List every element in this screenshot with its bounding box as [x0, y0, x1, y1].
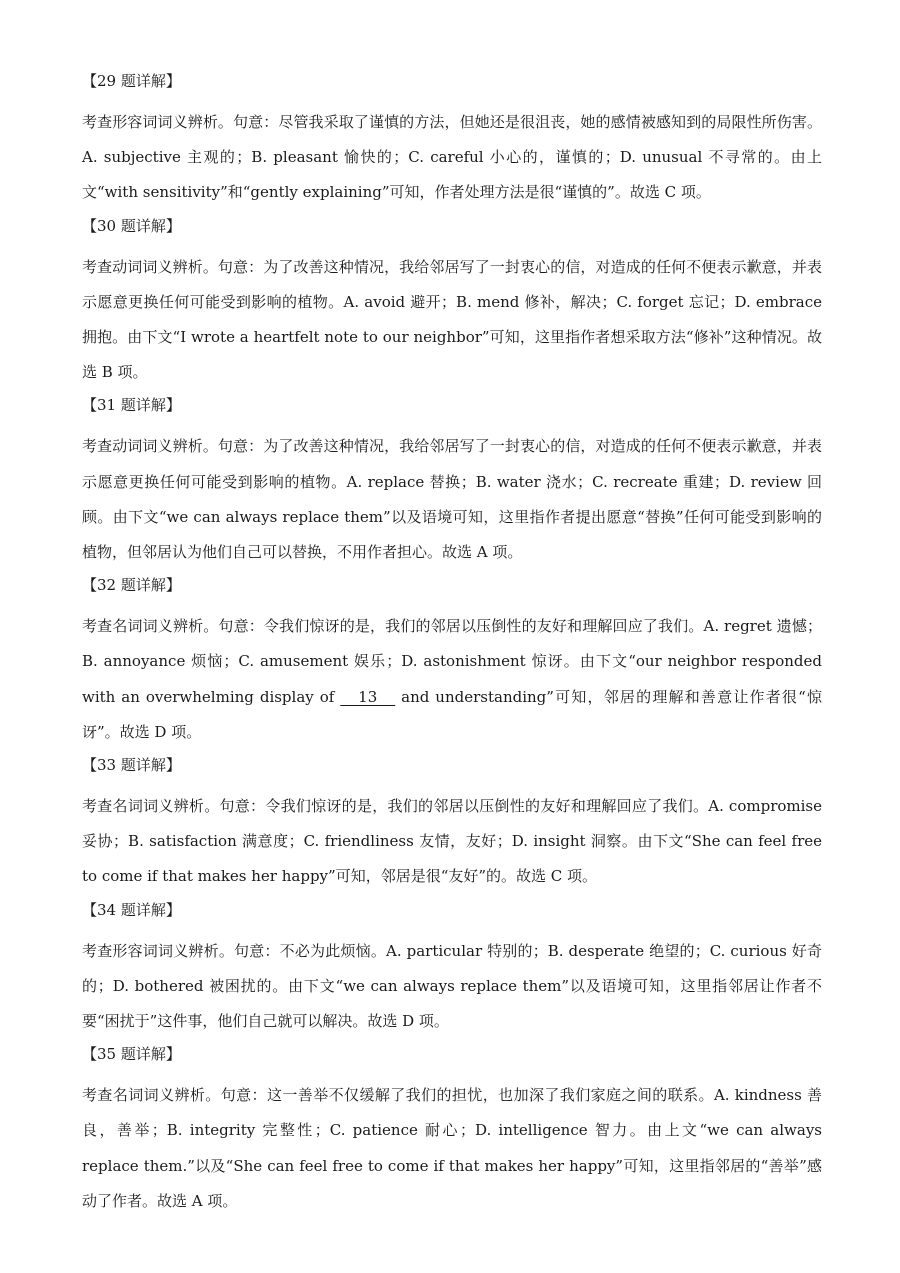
explanation-33	[82, 754, 822, 895]
section-body: 考查动词词义辨析。句意：为了改善这种情况，我给邻居写了一封衷心的信，对造成的任何不便表示歉意，并表示愿意更换任何可能受到影响的植物。A. replace 替换；B. water 浇水；C. recreate 重建；D. review 回顾。由下文“we can always replace them”以及语境可知，这里指作者提出愿意“替换”任何可能受到影响的植物，但邻居认为他们自己可以替换，不用作者担心。故选 A 项。	[82, 437, 822, 562]
section-body: 考查动词词义辨析。句意：为了改善这种情况，我给邻居写了一封衷心的信，对造成的任何不便表示歉意，并表示愿意更换任何可能受到影响的植物。A. avoid 避开；B. mend 修补，解决；C. forget 忘记；D. embrace 拥抱。由下文“I wrote a heartfelt note to our neighbor”可知，这里指作者想采取方法“修补”这种情况。故选 B 项。	[82, 257, 822, 382]
section-body: 考查名词词义辨析。句意：令我们惊讶的是，我们的邻居以压倒性的友好和理解回应了我们。A. compromise 妥协；B. satisfaction 满意度；C. friendliness 友情，友好；D. insight 洞察。由下文“She can feel free to come if that makes her happy”可知，邻居是很“友好”的。故选 C 项。	[82, 797, 822, 886]
explanation-31	[82, 394, 822, 570]
section-body: 考查形容词词义辨析。句意：尽管我采取了谨慎的方法，但她还是很沮丧，她的感情被感知到的局限性所伤害。A. subjective 主观的；B. pleasant 愉快的；C. careful 小心的，谨慎的；D. unusual 不寻常的。由上文“with sensitivity”和“gently explaining”可知，作者处理方法是很“谨慎的”。故选 C 项。	[82, 113, 822, 202]
document-page	[82, 70, 822, 1223]
explanation-32	[82, 574, 822, 750]
answer-blank: 13	[340, 687, 396, 706]
explanation-29	[82, 70, 822, 211]
body-text-before-blank: 考查名词词义辨析。句意：令我们惊讶的是，我们的邻居以压倒性的友好和理解回应了我们。A. regret 遗憾；B. annoyance 烦恼；C. amusement 娱乐；D. astonishment 惊讶。由下文“our neighbor responded with an overwhelming display of	[82, 617, 822, 706]
explanation-35	[82, 1043, 822, 1219]
section-body	[82, 609, 822, 750]
section-heading: 【32 题详解】	[82, 576, 181, 595]
section-heading: 【34 题详解】	[82, 900, 181, 919]
section-heading: 【33 题详解】	[82, 756, 181, 775]
section-body: 考查名词词义辨析。句意：这一善举不仅缓解了我们的担忧，也加深了我们家庭之间的联系。A. kindness 善良，善举；B. integrity 完整性；C. patience 耐心；D. intelligence 智力。由上文“we can always replace them.”以及“She can feel free to come if that makes her happy”可知，这里指邻居的“善举”感动了作者。故选 A 项。	[82, 1086, 822, 1210]
body-text-after-blank: and understanding”可知，邻居的理解和善意让作者很“惊讶”。故选 D 项。	[82, 687, 822, 741]
section-heading: 【35 题详解】	[82, 1045, 181, 1064]
explanation-30	[82, 215, 822, 391]
section-heading: 【30 题详解】	[82, 216, 181, 235]
section-body: 考查形容词词义辨析。句意：不必为此烦恼。A. particular 特别的；B. desperate 绝望的；C. curious 好奇的；D. bothered 被困扰的。由下文“we can always replace them”以及语境可知，这里指邻居让作者不要“困扰于”这件事，他们自己就可以解决。故选 D 项。	[82, 941, 822, 1031]
section-heading: 【29 题详解】	[82, 72, 181, 90]
explanation-34	[82, 899, 822, 1040]
section-heading: 【31 题详解】	[82, 396, 181, 415]
